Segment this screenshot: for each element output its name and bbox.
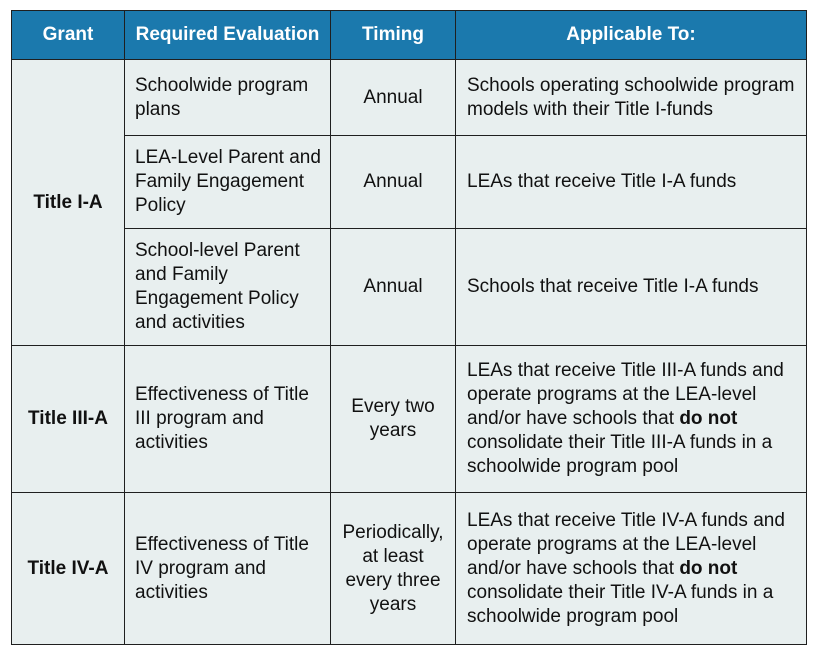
header-timing: Timing xyxy=(331,11,456,60)
table-row xyxy=(12,493,807,645)
header-required-evaluation: Required Evaluation xyxy=(125,11,331,60)
evaluation-cell: Schoolwide program plans xyxy=(125,60,331,136)
timing-cell: Annual xyxy=(331,136,456,229)
applicable-cell: Schools that receive Title I-A funds xyxy=(456,229,807,346)
grant-cell: Title I-A xyxy=(12,60,125,346)
timing-cell: Every two years xyxy=(331,346,456,493)
evaluation-cell: Effectiveness of Title III program and activities xyxy=(125,346,331,493)
evaluation-cell: School-level Parent and Family Engagement Policy and activities xyxy=(125,229,331,346)
applicable-text: consolidate their Title III-A funds in a schoolwide program pool xyxy=(467,432,773,477)
evaluation-requirements-table xyxy=(11,10,807,645)
applicable-text: LEAs that receive Title III-A funds and operate programs at the LEA-level and/or have schools that xyxy=(467,360,784,429)
table-row xyxy=(12,136,807,229)
timing-cell: Annual xyxy=(331,60,456,136)
table-row xyxy=(12,60,807,136)
applicable-cell: LEAs that receive Title I-A funds xyxy=(456,136,807,229)
timing-cell: Periodically, at least every three years xyxy=(331,493,456,645)
applicable-cell xyxy=(456,493,807,645)
header-applicable-to: Applicable To: xyxy=(456,11,807,60)
applicable-cell xyxy=(456,346,807,493)
applicable-text: consolidate their Title IV-A funds in a schoolwide program pool xyxy=(467,581,774,627)
evaluation-cell: Effectiveness of Title IV program and activities xyxy=(125,493,331,645)
timing-cell: Annual xyxy=(331,229,456,346)
grant-cell: Title III-A xyxy=(12,346,125,493)
applicable-text: LEAs that receive Title IV-A funds and operate programs at the LEA-level and/or have schools that xyxy=(467,509,785,579)
emphasis-text: do not xyxy=(679,557,738,579)
emphasis-text: do not xyxy=(679,408,738,429)
grant-cell: Title IV-A xyxy=(12,493,125,645)
evaluation-cell: LEA-Level Parent and Family Engagement Policy xyxy=(125,136,331,229)
header-row xyxy=(12,11,807,60)
table-row xyxy=(12,346,807,493)
header-grant: Grant xyxy=(12,11,125,60)
applicable-cell: Schools operating schoolwide program models with their Title I-funds xyxy=(456,60,807,136)
table-row xyxy=(12,229,807,346)
